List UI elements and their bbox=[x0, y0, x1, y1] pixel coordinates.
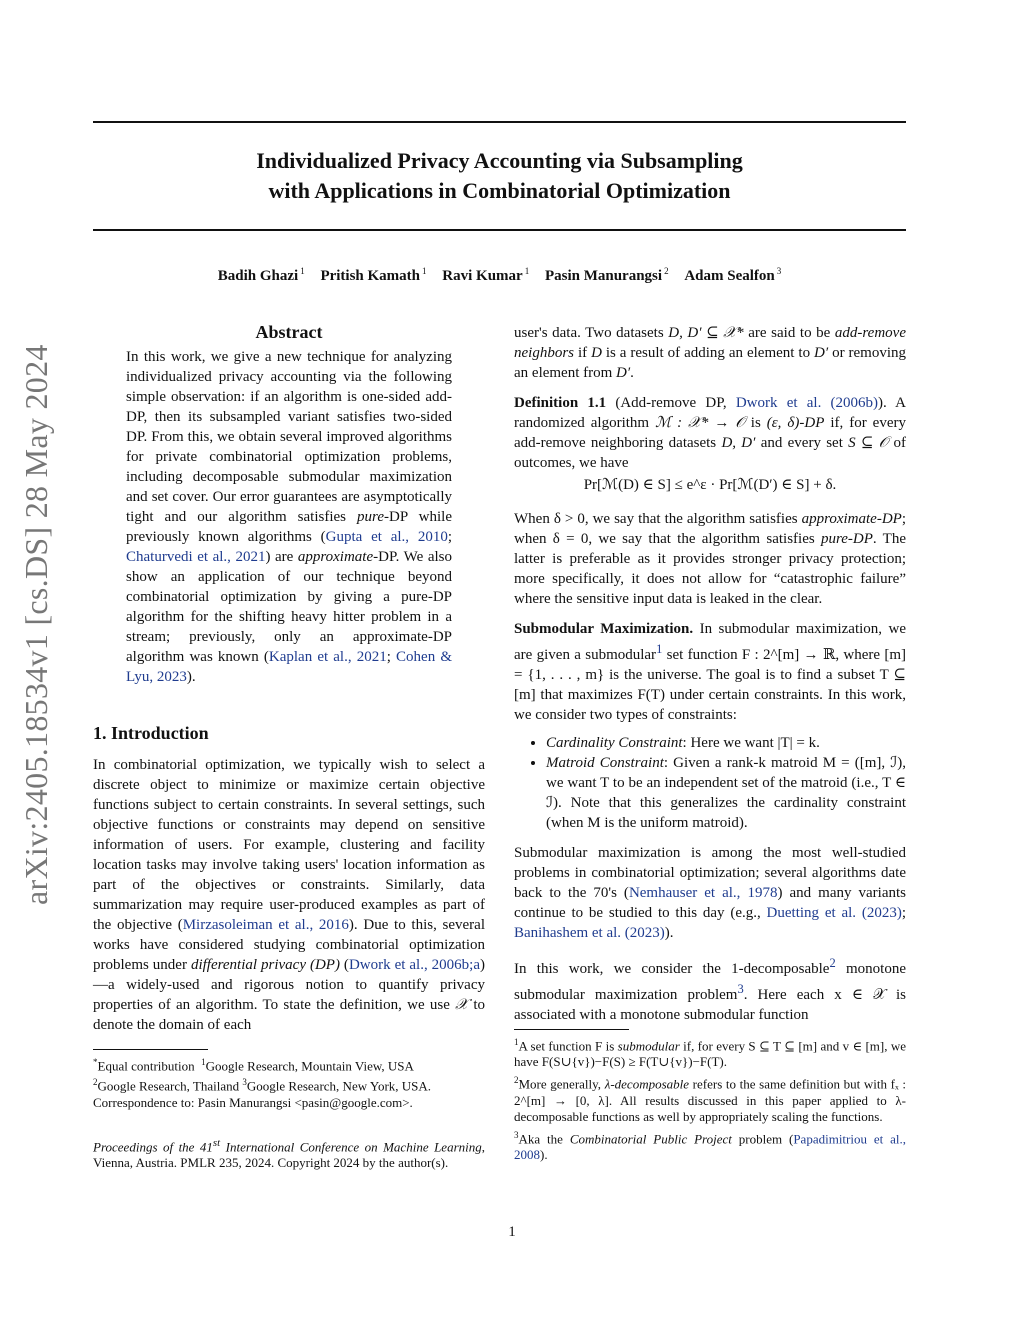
footnote-link[interactable]: 2 bbox=[829, 956, 836, 970]
right-column bbox=[514, 323, 906, 1163]
footnote-link[interactable]: 3 bbox=[737, 982, 744, 996]
paper-title bbox=[93, 146, 906, 206]
arxiv-stamp: arXiv:2405.18534v1 [cs.DS] 28 May 2024 bbox=[18, 344, 54, 905]
dp-inequality: Pr[ℳ(D) ∈ S] ≤ e^ε · Pr[ℳ(D′) ∈ S] + δ. bbox=[583, 477, 837, 493]
citation-link[interactable]: Mirzasoleiman et al., 2016 bbox=[182, 917, 349, 933]
author: Ravi Kumar $^1$ bbox=[442, 266, 530, 284]
abstract-body: In this work, we give a new technique for analyzing individualized privacy accounting via the following simple observation: if an algorithm is one-sided add-DP, then its subsampled variant satisfies two-sided DP. From this, we obtain several improved algorithms for private combinatorial optimization problems, including decomposable submodular maximization and set cover. Our error guarantees are asymptotically tight and our algorithm satisfies pure-DP while previously known algorithms (Gupta et al., 2010; Chaturvedi et al., 2021) are approximate-DP. We also show an application of our technique beyond combinatorial optimization by giving a pure-DP algorithm for the shifting heavy hitter problem in a stream; previously, only an approximate-DP algorithm was known (Kaplan et al., 2021; Cohen & Lyu, 2023). bbox=[126, 349, 452, 685]
citation-link[interactable]: Nemhauser et al., 1978 bbox=[628, 885, 778, 901]
paragraph-submodular-history: Submodular maximization is among the most well-studied problems in combinatorial optimization; several algorithms date back to the 70's (Nemhauser et al., 1978) and many variants continue to be studied to this day (e.g., Duetting et al. (2023); Banihashem et al. (2023)). bbox=[514, 845, 906, 941]
citation-link[interactable]: Dwork et al. (2006b) bbox=[735, 395, 879, 411]
intro-paragraph: In combinatorial optimization, we typically wish to select a discrete object to minimize or maximize certain objective functions subject to certain constraints. In several settings, such objective functions or constraints may depend on sensitive information of users. For example, clustering and facility location tasks may involve taking users' location information as part of the objectives or constraints. Similarly, data summarization may require user-produced examples as part of the objective (Mirzasoleiman et al., 2016). Due to this, several works have considered studying combinatorial optimization problems under differential privacy (DP) (Dwork et al., 2006b;a)—a widely-used and rigorous notion to quantify privacy properties of an algorithm. To state the definition, we use 𝒳 to denote the domain of each bbox=[93, 757, 486, 1033]
title-rule-top bbox=[93, 121, 906, 123]
author: Pritish Kamath $^1$ bbox=[320, 266, 427, 284]
citation-link[interactable]: Chaturvedi et al., 2021 bbox=[126, 549, 266, 565]
footnote-1: $^1$A set function F is submodular if, for every S ⊆ T ⊆ [m] and v ∈ [m], we have F(S∪{v})−F(S) ≥ F(T∪{v})−F(T). bbox=[514, 1037, 906, 1070]
paragraph-decomposable: In this work, we consider the 1-decomposable$^2$ monotone submodular maximization problem$^3$. Here each x ∈ 𝒳 is associated with a monotone submodular function bbox=[514, 956, 906, 1023]
affiliation-footnote: *Equal contribution $^1$Google Research, Mountain View, USA $^2$Google Research, Thailand $^3$Google Research, New York, USA. Correspondence to: Pasin Manurangsi <pasin@google.com>. bbox=[93, 1057, 432, 1110]
left-column bbox=[93, 322, 485, 1171]
author: Badih Ghazi $^1$ bbox=[217, 266, 305, 284]
title-line-1: Individualized Privacy Accounting via Subsampling bbox=[256, 148, 743, 173]
constraint-list bbox=[514, 733, 906, 833]
footnote-link[interactable]: 1 bbox=[656, 642, 663, 656]
paragraph-approx-pure-dp: When δ > 0, we say that the algorithm satisfies approximate-DP; when δ = 0, we say that the algorithm satisfies pure-DP. The latter is preferable as it provides stronger privacy protection; more specifically, it does not allow for “catastrophic failure” where the sensitive input data is leaked in the clear. bbox=[514, 511, 906, 607]
citation-link[interactable]: Duetting et al. (2023) bbox=[766, 905, 902, 921]
author-list bbox=[93, 266, 906, 285]
paragraph-neighbors: user's data. Two datasets D, D′ ⊆ 𝒳* are said to be add-remove neighbors if D is a result of adding an element to D′ or removing an element from D′. bbox=[514, 325, 907, 381]
title-rule-bottom bbox=[93, 229, 906, 231]
page-number: 1 bbox=[508, 1224, 516, 1240]
citation-link[interactable]: Gupta et al., 2010 bbox=[325, 529, 448, 545]
citation-link[interactable]: Banihashem et al. (2023) bbox=[514, 925, 665, 941]
footnote-rule bbox=[93, 1049, 208, 1050]
footnote-2: $^2$More generally, λ-decomposable refers to the same definition but with fₓ : 2^[m] → [0, λ]. All results discussed in this paper applied to λ-decomposable functions as well by appropriately scaling the functions. bbox=[514, 1075, 906, 1124]
title-line-2: with Applications in Combinatorial Optimization bbox=[268, 178, 731, 203]
list-item: • Cardinality Constraint: Here we want |T| = k. bbox=[546, 733, 906, 753]
footnote-3: $^3$Aka the Combinatorial Public Project problem (Papadimitriou et al., 2008). bbox=[514, 1129, 907, 1162]
citation-link[interactable]: Cohen & Lyu, 2023 bbox=[126, 649, 452, 685]
definition-1-1: Definition 1.1 (Add-remove DP, Dwork et al. (2006b)). A randomized algorithm ℳ : 𝒳* → 𝒪 is (ε, δ)-DP if, for every add-remove neighboring datasets D, D′ and every set S ⊆ 𝒪 of outcomes, we have bbox=[514, 395, 907, 471]
abstract-heading: Abstract bbox=[255, 322, 323, 342]
section-heading-introduction: 1. Introduction bbox=[93, 723, 209, 743]
citation-link[interactable]: Papadimitriou et al., 2008 bbox=[514, 1130, 907, 1162]
author: Adam Sealfon $^3$ bbox=[684, 266, 782, 284]
footnote-rule bbox=[514, 1029, 629, 1030]
paragraph-submodular-maximization: Submodular Maximization. In submodular maximization, we are given a submodular$^1$ set function F : 2^[m] → ℝ, where [m] = {1, . . . , m} is the universe. The goal is to find a subset T ⊆ [m] that maximizes F(T) under certain constraints. In this work, we consider two types of constraints: bbox=[514, 621, 906, 723]
citation-link[interactable]: Dwork et al., 2006b;a bbox=[348, 957, 480, 973]
proceedings-note: Proceedings of the 41st International Conference on Machine Learning, Vienna, Austria. PMLR 235, 2024. Copyright 2024 by the author(s). bbox=[93, 1136, 485, 1170]
list-item: • Matroid Constraint: Given a rank-k matroid M = ([m], ℐ), we want T to be an independent set of the matroid (i.e., T ∈ ℐ). Note that this generalizes the cardinality constraint (when M is the uniform matroid). bbox=[546, 753, 906, 833]
author: Pasin Manurangsi $^2$ bbox=[544, 266, 669, 284]
citation-link[interactable]: Kaplan et al., 2021 bbox=[268, 649, 387, 665]
